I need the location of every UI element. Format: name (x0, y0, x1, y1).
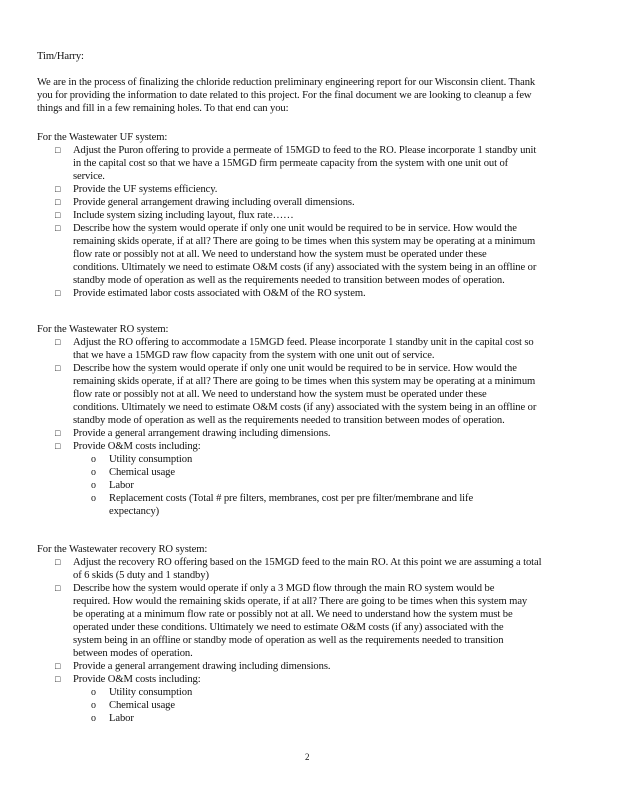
uf-section-item-line: Include system sizing including layout, flux rate…… (73, 210, 294, 221)
recovery-section-item-line: Adjust the recovery RO offering based on the 15MGD feed to the main RO. At this point we are assuming a total (73, 557, 542, 568)
ro-section-item-line: Provide a general arrangement drawing including dimensions. (73, 428, 331, 439)
ro-section-subitem-line: Chemical usage (109, 467, 175, 478)
recovery-section-item-line: required. How would the remaining skids operate, if at all? There are going to be times when this system may (73, 596, 528, 607)
ro-section-item-line: that we have a 15MGD raw flow capacity from the system with one unit out of service. (73, 350, 435, 361)
ro-section-subbullet-icon: o (91, 480, 96, 491)
ro-section-item-line: standby mode of operation as well as the requirements needed to transition between modes of operation. (73, 415, 505, 426)
uf-section-bullet-icon: □ (55, 145, 61, 155)
recovery-section-item-line: system being in an offline or standby mode of operation as well as the requirements needed to transition (73, 635, 504, 646)
ro-section-subitem-line: Utility consumption (109, 454, 193, 465)
uf-section-item-line: Adjust the Puron offering to provide a permeate of 15MGD to feed to the RO. Please incorporate 1 standby unit (73, 145, 537, 156)
recovery-section-bullet-icon: □ (55, 583, 61, 593)
uf-section-bullet-icon: □ (55, 184, 61, 194)
recovery-section-bullet-icon: □ (55, 557, 61, 567)
intro-paragraph-line: We are in the process of finalizing the chloride reduction preliminary engineering report for our Wisconsin client. Thank (37, 77, 536, 88)
recovery-section-subbullet-icon: o (91, 713, 96, 724)
recovery-section-bullet-icon: □ (55, 661, 61, 671)
uf-section-heading: For the Wastewater UF system: (37, 132, 168, 143)
salutation: Tim/Harry: (37, 51, 84, 62)
uf-section-item-line: flow rate or possibly not at all. We need to understand how the system must be operated under these (73, 249, 487, 260)
recovery-section-item-line: be operating at a minimum flow rate or possibly not at all. We need to understand how the system must be (73, 609, 513, 620)
uf-section-item-line: Provide estimated labor costs associated with O&M of the RO system. (73, 288, 366, 299)
recovery-section-subitem-line: Labor (109, 713, 134, 724)
ro-section-bullet-icon: □ (55, 441, 61, 451)
uf-section-item-line: conditions. Ultimately we need to estimate O&M costs (if any) associated with the system being in an offline or (73, 262, 537, 273)
recovery-section-subbullet-icon: o (91, 687, 96, 698)
ro-section-subitem-line: Replacement costs (Total # pre filters, membranes, cost per pre filter/membrane and life (109, 493, 474, 504)
uf-section-item-line: service. (73, 171, 105, 182)
uf-section-item-line: remaining skids operate, if at all? There are going to be times when this system may be operating at a minimum (73, 236, 536, 247)
recovery-section-item-line: between modes of operation. (73, 648, 193, 659)
intro-paragraph-line: you for providing the information to date related to this project. For the final document we are looking to cleanup a few (37, 90, 532, 101)
uf-section-bullet-icon: □ (55, 288, 61, 298)
ro-section-item-line: flow rate or possibly not at all. We need to understand how the system must be operated under these (73, 389, 487, 400)
ro-section-bullet-icon: □ (55, 337, 61, 347)
ro-section-subitem-line: expectancy) (109, 506, 160, 517)
recovery-section-item-line: operated under these conditions. Ultimately we need to estimate O&M costs (if any) associated with the (73, 622, 504, 633)
recovery-section-heading: For the Wastewater recovery RO system: (37, 544, 208, 555)
ro-section-subbullet-icon: o (91, 454, 96, 465)
recovery-section-subitem-line: Chemical usage (109, 700, 175, 711)
uf-section-bullet-icon: □ (55, 197, 61, 207)
ro-section-bullet-icon: □ (55, 428, 61, 438)
uf-section-item-line: Provide the UF systems efficiency. (73, 184, 218, 195)
intro-paragraph-line: things and fill in a few remaining holes. To that end can you: (37, 103, 289, 114)
page-number: 2 (305, 752, 310, 762)
ro-section-subbullet-icon: o (91, 493, 96, 504)
recovery-section-item-line: Describe how the system would operate if only a 3 MGD flow through the main RO system would be (73, 583, 495, 594)
recovery-section-item-line: of 6 skids (5 duty and 1 standby) (73, 570, 209, 581)
ro-section-item-line: Provide O&M costs including: (73, 441, 201, 452)
ro-section-item-line: Describe how the system would operate if only one unit would be required to be in service. How would the (73, 363, 517, 374)
ro-section-heading: For the Wastewater RO system: (37, 324, 169, 335)
ro-section-subbullet-icon: o (91, 467, 96, 478)
uf-section-item-line: Provide general arrangement drawing including overall dimensions. (73, 197, 355, 208)
ro-section-item-line: Adjust the RO offering to accommodate a 15MGD feed. Please incorporate 1 standby unit in the capital cost so (73, 337, 534, 348)
recovery-section-subbullet-icon: o (91, 700, 96, 711)
ro-section-bullet-icon: □ (55, 363, 61, 373)
uf-section-item-line: in the capital cost so that we have a 15MGD firm permeate capacity from the system with one unit out of (73, 158, 509, 169)
uf-section-bullet-icon: □ (55, 210, 61, 220)
uf-section-item-line: Describe how the system would operate if only one unit would be required to be in service. How would the (73, 223, 517, 234)
recovery-section-bullet-icon: □ (55, 674, 61, 684)
recovery-section-item-line: Provide a general arrangement drawing including dimensions. (73, 661, 331, 672)
recovery-section-subitem-line: Utility consumption (109, 687, 193, 698)
uf-section-bullet-icon: □ (55, 223, 61, 233)
ro-section-item-line: conditions. Ultimately we need to estimate O&M costs (if any) associated with the system being in an offline or (73, 402, 537, 413)
ro-section-item-line: remaining skids operate, if at all? There are going to be times when this system may be operating at a minimum (73, 376, 536, 387)
uf-section-item-line: standby mode of operation as well as the requirements needed to transition between modes of operation. (73, 275, 505, 286)
ro-section-subitem-line: Labor (109, 480, 134, 491)
recovery-section-item-line: Provide O&M costs including: (73, 674, 201, 685)
